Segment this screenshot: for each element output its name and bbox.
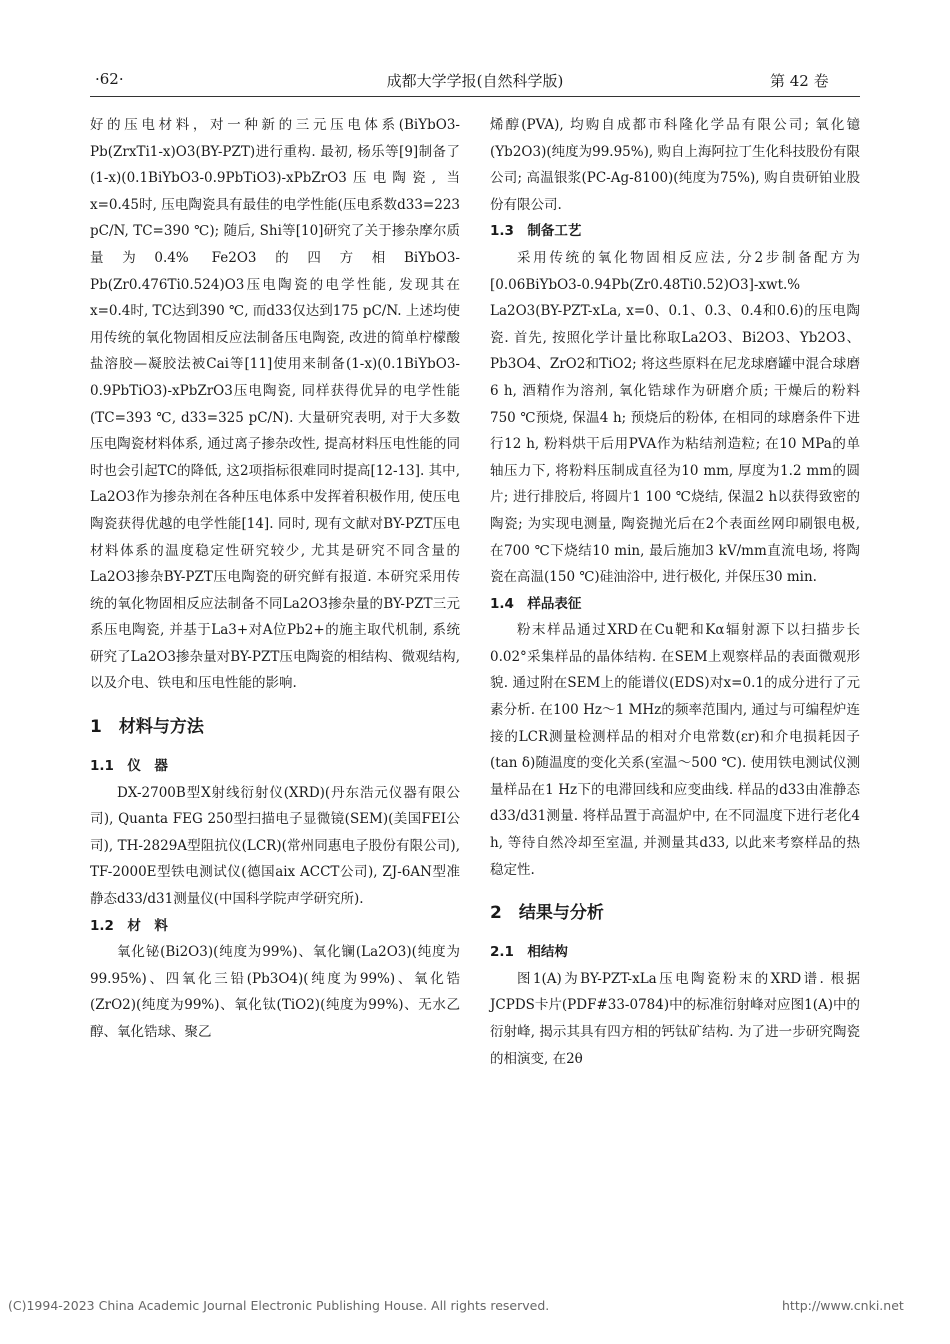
copyright-notice: (C)1994-2023 China Academic Journal Electronic Publishing House. All rights reserved. (8, 1298, 550, 1313)
subsection-1-4-heading: 1.4 样品表征 (490, 595, 582, 612)
materials-continued: 烯醇(PVA), 均购自成都市科隆化学品有限公司; 氧化镱(Yb2O3)(纯度为99.95%), 购自上海阿拉丁生化科技股份有限公司; 高温银浆(PC-Ag-8100)(纯度为75%), 购自贵研铂业股份有限公司. (490, 117, 860, 213)
instruments-paragraph: DX-2700B型X射线衍射仪(XRD)(丹东浩元仪器有限公司), Quanta FEG 250型扫描电子显微镜(SEM)(美国FEI公司), TH-2829A型阻抗仪(LCR)(常州同惠电子股份有限公司), TF-2000E型铁电测试仪(德国aix ACCT公司), ZJ-6AN型准静态d33/d31测量仪(中国科学院声学研究所). (90, 784, 460, 908)
page-number: ·62· (95, 70, 124, 88)
header-rule (90, 96, 860, 97)
volume-label: 第 42 卷 (770, 72, 829, 90)
right-column (490, 112, 860, 1072)
journal-title: 成都大学学报(自然科学版) (386, 72, 564, 90)
subsection-1-1-heading: 1.1 仪 器 (90, 758, 168, 775)
preparation-paragraph: 采用传统的氧化物固相反应法, 分2步制备配方为[0.06BiYbO3-0.94Pb(Zr0.48Ti0.52)O3]-xwt.% La2O3(BY-PZT-xLa, x=0、0.1、0.3、0.4和0.6)的压电陶瓷. 首先, 按照化学计量比称取La2O3、Bi2O3、Yb2O3、Pb3O4、ZrO2和TiO2; 将这些原料在尼龙球磨罐中混合球磨6 h, 酒精作为溶剂, 氧化锆球作为研磨介质; 干燥后的粉料750 ℃预烧, 保温4 h; 预烧后的粉体, 在相同的球磨条件下进行12 h, 粉料烘干后用PVA作为粘结剂造粒; 在10 MPa的单轴压力下, 将粉料压制成直径为10 mm, 厚度为1.2 mm的圆片; 进行排胶后, 将圆片1 100 ℃烧结, 保温2 h以获得致密的陶瓷; 为实现电测量, 陶瓷抛光后在2个表面丝网印刷银电极, 在700 ℃下烧结10 min, 最后施加3 kV/mm直流电场, 将陶瓷在高温(150 ℃)硅油浴中, 进行极化, 并保压30 min. (490, 249, 860, 586)
subsection-1-3-heading: 1.3 制备工艺 (490, 223, 582, 240)
materials-paragraph: 氧化铋(Bi2O3)(纯度为99%)、氧化镧(La2O3)(纯度为99.95%)、四氧化三铅(Pb3O4)(纯度为99%)、氧化锆(ZrO2)(纯度为99%)、氧化钛(TiO2)(纯度为99%)、无水乙醇、氧化锆球、聚乙 (90, 944, 460, 1040)
section-1-heading: 1 材料与方法 (90, 717, 204, 738)
cnki-url: http://www.cnki.net (782, 1298, 904, 1313)
subsection-1-2-heading: 1.2 材 料 (90, 917, 168, 934)
subsection-2-1-heading: 2.1 相结构 (490, 944, 568, 961)
phase-structure-paragraph: 图1(A)为BY-PZT-xLa压电陶瓷粉末的XRD谱. 根据JCPDS卡片(PDF#33-0784)中的标准衍射峰对应图1(A)中的衍射峰, 揭示其具有四方相的钙钛矿结构. 为了进一步研究陶瓷的相演变, 在2θ (490, 970, 860, 1067)
left-column (90, 112, 460, 1046)
characterization-paragraph: 粉末样品通过XRD在Cu靶和Kα辐射源下以扫描步长0.02°采集样品的晶体结构. 在SEM上观察样品的表面微观形貌. 通过附在SEM上的能谱仪(EDS)对x=0.1的成分进行了元素分析. 在100 Hz～1 MHz的频率范围内, 通过与可编程炉连接的LCR测量检测样品的相对介电常数(εr)和介电损耗因子(tan δ)随温度的变化关系(室温～500 ℃). 使用铁电测试仪测量样品在1 Hz下的电滞回线和应变曲线. 样品的d33由准静态d33/d31测量. 将样品置于高温炉中, 在不同温度下进行老化4 h, 等待自然冷却至室温, 并测量其d33, 以此来考察样品的热稳定性. (490, 622, 860, 878)
intro-paragraph: 好的压电材料，对一种新的三元压电体系(BiYbO3-Pb(ZrxTi1-x)O3(BY-PZT)进行重构. 最初, 杨乐等[9]制备了(1-x)(0.1BiYbO3-0.9PbTiO3)-xPbZrO3压电陶瓷, 当x=0.45时, 压电陶瓷具有最佳的电学性能(压电系数d33=223 pC/N, TC=390 ℃); 随后, Shi等[10]研究了关于掺杂摩尔质量为0.4% Fe2O3的四方相BiYbO3-Pb(Zr0.476Ti0.524)O3压电陶瓷的电学性能, 发现其在x=0.4时, TC达到390 ℃, 而d33仅达到175 pC/N. 上述均使用传统的氧化物固相反应法制备压电陶瓷, 改进的简单柠檬酸盐溶胶—凝胶法被Cai等[11]使用来制备(1-x)(0.1BiYbO3-0.9PbTiO3)-xPbZrO3压电陶瓷, 同样获得优异的电学性能(TC=393 ℃, d33=325 pC/N). 大量研究表明, 对于大多数压电陶瓷材料体系, 通过离子掺杂改性, 提高材料压电性能的同时也会引起TC的降低, 这2项指标很难同时提高[12-13]. 其中, La2O3作为掺杂剂在各种压电体系中发挥着积极作用, 使压电陶瓷获得优越的电学性能[14]. 同时, 现有文献对BY-PZT压电材料体系的温度稳定性研究较少, 尤其是研究不同含量的La2O3掺杂BY-PZT压电陶瓷的研究鲜有报道. 本研究采用传统的氧化物固相反应法制备不同La2O3掺杂量的BY-PZT三元系压电陶瓷, 并基于La3+对A位Pb2+的施主取代机制, 系统研究了La2O3掺杂量对BY-PZT压电陶瓷的相结构、微观结构, 以及介电、铁电和压电性能的影响. (90, 117, 460, 692)
section-2-heading: 2 结果与分析 (490, 903, 604, 924)
